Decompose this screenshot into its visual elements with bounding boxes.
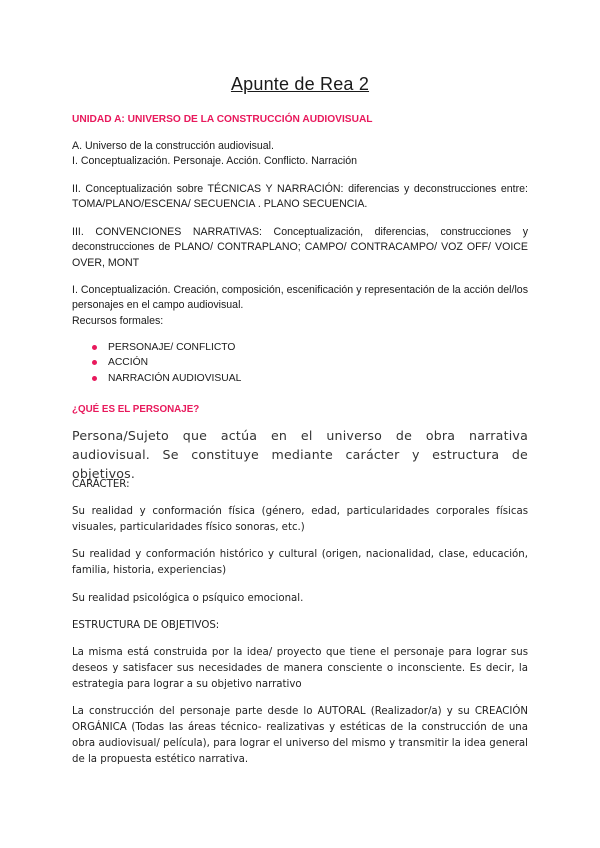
section-3-paragraph: III. CONVENCIONES NARRATIVAS: Conceptualización, diferencias, construcciones y deconstrucciones de PLANO/ CONTRAPLANO; CAMPO/ CONTRACAMPO/ VOZ OFF/ VOICE OVER, MONT [72, 226, 528, 269]
unit-heading: UNIDAD A: UNIVERSO DE LA CONSTRUCCIÓN AUDIOVISUAL [72, 114, 373, 125]
estructura-label: ESTRUCTURA DE OBJETIVOS: [72, 620, 220, 631]
document-title: Apunte de Rea 2 [230, 74, 370, 94]
section-i-text: I. Conceptualización. Creación, composición, escenificación y representación de la acción del/los personajes en el campo audiovisual. [72, 284, 528, 312]
caracter-label: CARÁCTER: [72, 479, 130, 490]
estructura-paragraph-1: La misma está construida por la idea/ proyecto que tiene el personaje para lograr sus deseos y satisfacer sus necesidades de manera consciente o inconsciente. Es decir, la estrategia para lograr a su objetivo narrativo [72, 647, 528, 690]
bullet-dot-icon [92, 345, 97, 350]
list-item: PERSONAJE/ CONFLICTO [92, 340, 241, 355]
section-i-paragraph [72, 283, 528, 329]
personaje-definition: Persona/Sujeto que actúa en el universo de obra narrativa audiovisual. Se constituye mediante carácter y estructura de objetivos. [72, 428, 528, 481]
list-item: NARRACIÓN AUDIOVISUAL [92, 371, 241, 386]
caracter-item-3: Su realidad psicológica o psíquico emocional. [72, 593, 304, 604]
personaje-heading: ¿QUÉ ES EL PERSONAJE? [72, 404, 200, 415]
intro-line-2: I. Conceptualización. Personaje. Acción. Conflicto. Narración [72, 155, 358, 168]
intro-block [72, 139, 528, 170]
recursos-list [92, 340, 241, 386]
caracter-item-2: Su realidad y conformación histórico y cultural (origen, nacionalidad, clase, educación, familia, historia, experiencias) [72, 549, 528, 576]
intro-line-1: A. Universo de la construcción audiovisual. [72, 140, 274, 152]
recursos-label: Recursos formales: [72, 314, 164, 327]
estructura-paragraph-2: La construcción del personaje parte desde lo AUTORAL (Realizador/a) y su CREACIÓN ORGÁNICA (Todas las áreas técnico- realizativas y estéticas de la construcción de una obra audiovisual/ película), para lograr el universo del mismo y transmitir la idea general de la propuesta estético narrativa. [72, 706, 528, 765]
bullet-dot-icon [92, 360, 97, 365]
caracter-item-1: Su realidad y conformación física (género, edad, particularidades corporales físicas visuales, particularidades físico sonoras, etc.) [72, 506, 528, 533]
bullet-dot-icon [92, 376, 97, 381]
list-item: ACCIÓN [92, 355, 241, 370]
section-2-paragraph: II. Conceptualización sobre TÉCNICAS Y NARRACIÓN: diferencias y deconstrucciones entre: TOMA/PLANO/ESCENA/ SECUENCIA . PLANO SECUENCIA. [72, 183, 528, 211]
